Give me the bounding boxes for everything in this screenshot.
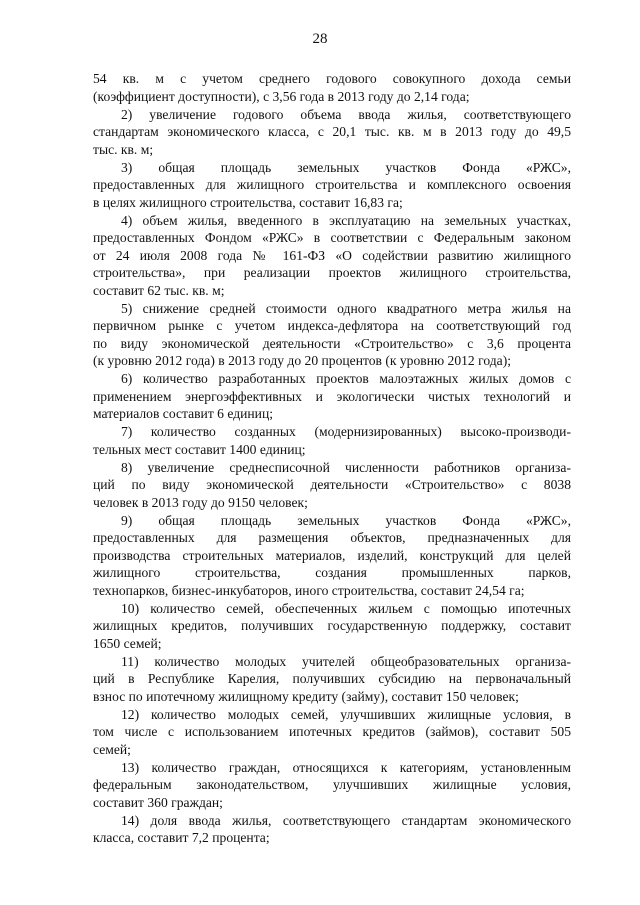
text-line: класса, составит 7,2 процента; xyxy=(93,830,270,845)
text-line: 6) количество разработанных проектов малоэтажных жилых домов с xyxy=(121,371,571,386)
text-line: 12) количество молодых семей, улучшивших жилищные условия, в xyxy=(121,706,571,722)
text-line: применением энергоэффективных и экологически чистых технологий и xyxy=(93,388,571,404)
text-line: ций в Республике Карелия, получивших субсидию на первоначальный xyxy=(93,671,571,686)
text-line: технопарков, бизнес-инкубаторов, иного строительства, составит 24,54 га; xyxy=(93,582,525,598)
text-line: человек в 2013 году до 9150 человек; xyxy=(93,494,308,510)
text-line: в целях жилищного строительства, составит 16,83 га; xyxy=(93,194,403,210)
text-line: ций по виду экономической деятельности «Строительство» с 8038 xyxy=(93,477,571,492)
text-line: от 24 июля 2008 года № 161-ФЗ «О содействии развитию жилищного xyxy=(93,247,571,263)
text-line: стандартам экономического класса, с 20,1 тыс. кв. м в 2013 году до 49,5 xyxy=(93,124,571,139)
paragraph-p4 xyxy=(93,212,571,300)
text-line: составит 62 тыс. кв. м; xyxy=(93,282,225,298)
text-line: жилищного строительства, создания промышленных парков, xyxy=(93,565,571,580)
paragraph-p3 xyxy=(93,159,571,212)
text-line: строительства», при реализации проектов жилищного строительства, xyxy=(93,265,571,280)
text-line: предоставленных Фондом «РЖС» в соответствии с Федеральным законом xyxy=(93,230,571,245)
text-line: 8) увеличение среднесписочной численности работников организа- xyxy=(121,459,571,475)
text-line: предоставленных для размещения объектов, предназначенных для xyxy=(93,530,571,545)
text-line: 3) общая площадь земельных участков Фонда «РЖС», xyxy=(121,159,571,175)
text-line: семей; xyxy=(93,741,131,757)
paragraph-p5 xyxy=(93,300,571,370)
text-line: жилищных кредитов, получивших государственную поддержку, составит xyxy=(93,618,571,633)
text-line: (к уровню 2012 года) в 2013 году до 20 процентов (к уровню 2012 года); xyxy=(93,353,512,368)
text-line: (коэффициент доступности), с 3,56 года в 2013 году до 2,14 года; xyxy=(93,88,470,104)
document-body xyxy=(93,70,571,847)
text-line: 9) общая площадь земельных участков Фонда «РЖС», xyxy=(121,512,571,528)
paragraph-p14 xyxy=(93,812,571,847)
text-line: предоставленных для жилищного строительства и комплексного освоения xyxy=(93,177,571,192)
paragraph-p10 xyxy=(93,600,571,653)
paragraph-p8 xyxy=(93,459,571,512)
text-line: 14) доля ввода жилья, соответствующего стандартам экономического xyxy=(121,812,571,828)
text-line: первичном рынке с учетом индекса-дефлятора на соответствующий год xyxy=(93,318,571,333)
paragraph-p13 xyxy=(93,759,571,812)
text-line: 11) количество молодых учителей общеобразовательных организа- xyxy=(121,653,571,669)
text-line: 7) количество созданных (модернизированных) высоко-производи- xyxy=(121,424,571,439)
text-line: федеральным законодательством, улучшивших жилищные условия, xyxy=(93,777,571,792)
paragraph-p2 xyxy=(93,106,571,159)
text-line: тельных мест составит 1400 единиц; xyxy=(93,441,306,457)
text-line: 1650 семей; xyxy=(93,635,162,651)
text-line: 54 кв. м с учетом среднего годового совокупного дохода семьи xyxy=(93,71,571,86)
text-line: тыс. кв. м; xyxy=(93,141,154,157)
text-line: по виду экономической деятельности «Строительство» с 3,6 процента xyxy=(93,335,571,351)
text-line: 13) количество граждан, относящихся к категориям, установленным xyxy=(121,759,571,775)
text-line: 2) увеличение годового объема ввода жилья, соответствующего xyxy=(121,106,571,122)
text-line: 10) количество семей, обеспеченных жильем с помощью ипотечных xyxy=(121,600,571,616)
paragraph-p12 xyxy=(93,706,571,759)
paragraph-p6 xyxy=(93,370,571,423)
text-line: 4) объем жилья, введенного в эксплуатацию на земельных участках, xyxy=(121,212,571,228)
paragraph-p11 xyxy=(93,653,571,706)
paragraph-p7 xyxy=(93,423,571,458)
text-line: производства строительных материалов, изделий, конструкций для целей xyxy=(93,547,571,563)
paragraph-p9 xyxy=(93,512,571,600)
text-line: том числе с использованием ипотечных кредитов (займов), составит 505 xyxy=(93,724,571,739)
paragraph-p-cont xyxy=(93,70,571,105)
text-line: взнос по ипотечному жилищному кредиту (займу), составит 150 человек; xyxy=(93,688,519,704)
text-line: 5) снижение средней стоимости одного квадратного метра жилья на xyxy=(121,300,571,316)
text-line: составит 360 граждан; xyxy=(93,794,223,810)
page-number: 28 xyxy=(312,31,328,47)
text-line: материалов составит 6 единиц; xyxy=(93,406,274,421)
